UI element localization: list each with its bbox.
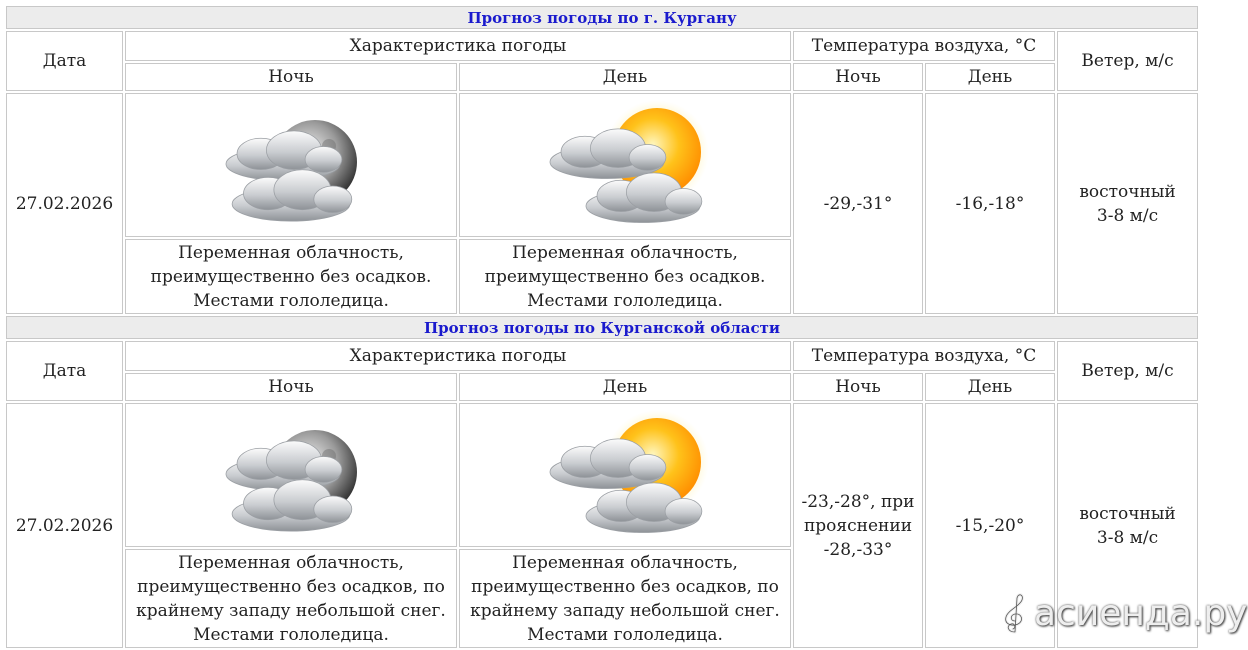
description-line: преимущественно без осадков. — [150, 266, 432, 287]
temperature-night: -29,-31° — [793, 93, 923, 314]
day-description — [459, 549, 791, 648]
weather-characteristic-header: Характеристика погоды — [125, 341, 791, 371]
day-weather-icon-cell — [459, 403, 791, 547]
description-line: Местами гололедица. — [193, 624, 389, 645]
temperature-night-line: -23,-28°, при — [801, 491, 915, 512]
temp-day-header: День — [925, 63, 1055, 91]
wind-speed: 3-8 м/с — [1096, 205, 1159, 226]
cloud-moon-icon — [211, 410, 371, 540]
wind-speed: 3-8 м/с — [1096, 527, 1159, 548]
wind-direction: восточный — [1079, 503, 1176, 524]
description-line: преимущественно без осадков, по — [137, 576, 445, 597]
night-weather-icon-cell — [125, 403, 457, 547]
treble-clef-logo-icon — [1000, 592, 1030, 634]
date-header: Дата — [6, 341, 123, 401]
wind-header: Ветер, м/с — [1057, 341, 1198, 401]
temperature-day: -16,-18° — [925, 93, 1055, 314]
forecast-table — [4, 4, 1200, 650]
watermark — [1000, 590, 1248, 636]
description-line: Переменная облачность, — [178, 242, 404, 263]
cloud-moon-icon — [211, 100, 371, 230]
night-description — [125, 239, 457, 314]
description-line: Местами гололедица. — [193, 290, 389, 311]
forecast-date: 27.02.2026 — [6, 93, 123, 314]
description-line: Переменная облачность, — [178, 552, 404, 573]
description-line: Переменная облачность, — [512, 242, 738, 263]
description-line: Местами гололедица. — [527, 290, 723, 311]
night-description — [125, 549, 457, 648]
description-line: Переменная облачность, — [512, 552, 738, 573]
cloud-sun-icon — [535, 410, 715, 540]
region-forecast-title: Прогноз погоды по Курганской области — [6, 316, 1198, 339]
forecast-date: 27.02.2026 — [6, 403, 123, 648]
air-temperature-header: Температура воздуха, °С — [793, 341, 1055, 371]
city-forecast-title: Прогноз погоды по г. Кургану — [6, 6, 1198, 29]
cloud-sun-icon — [535, 100, 715, 230]
description-line: крайнему западу небольшой снег. — [136, 600, 446, 621]
wind-header: Ветер, м/с — [1057, 31, 1198, 91]
description-line: преимущественно без осадков. — [484, 266, 766, 287]
temperature-night-line: -28,-33° — [823, 539, 893, 560]
night-weather-icon-cell — [125, 93, 457, 237]
description-line: Местами гололедица. — [527, 624, 723, 645]
day-weather-icon-cell — [459, 93, 791, 237]
description-line: преимущественно без осадков, по — [471, 576, 779, 597]
weather-characteristic-header: Характеристика погоды — [125, 31, 791, 61]
wind-value — [1057, 93, 1198, 314]
day-description — [459, 239, 791, 314]
temperature-day: -15,-20° — [925, 403, 1055, 648]
weather-day-header: День — [459, 63, 791, 91]
date-header: Дата — [6, 31, 123, 91]
weather-day-header: День — [459, 373, 791, 401]
temp-night-header: Ночь — [793, 63, 923, 91]
temperature-night — [793, 403, 923, 648]
wind-direction: восточный — [1079, 181, 1176, 202]
temp-day-header: День — [925, 373, 1055, 401]
weather-night-header: Ночь — [125, 63, 457, 91]
temperature-night-line: прояснении — [803, 515, 913, 536]
air-temperature-header: Температура воздуха, °С — [793, 31, 1055, 61]
weather-night-header: Ночь — [125, 373, 457, 401]
watermark-text: асиенда.ру — [1034, 592, 1248, 634]
description-line: крайнему западу небольшой снег. — [470, 600, 780, 621]
temp-night-header: Ночь — [793, 373, 923, 401]
